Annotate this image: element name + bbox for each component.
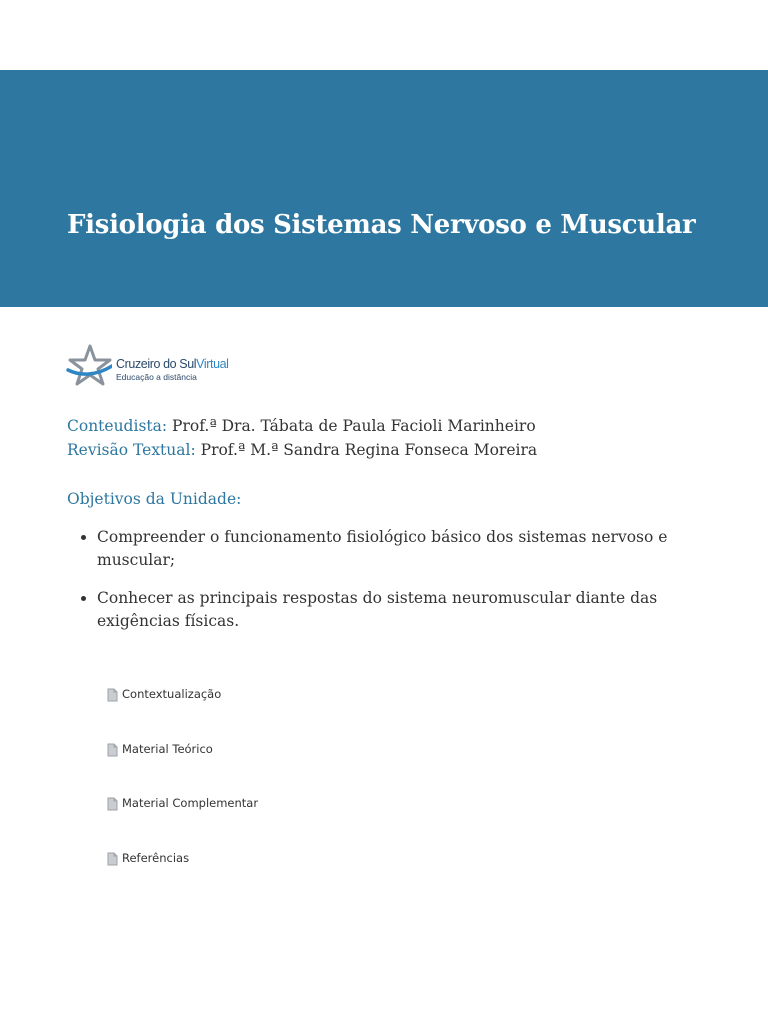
cruzeiro-do-sul-logo (66, 344, 236, 390)
document-icon (107, 851, 118, 865)
unit-link-contextualizacao[interactable] (107, 682, 258, 706)
review-value: Prof.ª M.ª Sandra Regina Fonseca Moreira (200, 441, 538, 459)
credits-block (67, 414, 537, 462)
review-label: Revisão Textual: (67, 441, 196, 459)
star-logo-icon (66, 344, 112, 390)
unit-link-label: Referências (122, 850, 190, 865)
objective-item: • Compreender o funcionamento fisiológico básico dos sistemas nervoso e muscular; (97, 526, 707, 572)
title-banner (0, 70, 768, 307)
unit-link-label: Material Teórico (122, 741, 213, 756)
objective-item: • Conhecer as principais respostas do sistema neuromuscular diante das exigências físicas. (97, 587, 707, 633)
author-label: Conteudista: (67, 417, 168, 435)
unit-link-referencias[interactable] (107, 846, 258, 870)
objectives-list (67, 526, 707, 648)
author-line (67, 414, 537, 438)
review-line (67, 438, 537, 462)
unit-link-label: Contextualização (122, 687, 222, 701)
document-icon (107, 687, 118, 701)
objectives-heading: Objetivos da Unidade: (67, 490, 242, 508)
document-icon (107, 742, 118, 756)
unit-link-material-complementar[interactable] (107, 791, 258, 815)
unit-link-label: Material Complementar (122, 796, 259, 810)
logo-tagline: Educação a distância (116, 372, 197, 382)
page-title: Fisiologia dos Sistemas Nervoso e Muscular (67, 210, 696, 240)
unit-links (107, 682, 258, 900)
unit-link-material-teorico[interactable] (107, 737, 258, 761)
document-icon (107, 796, 118, 810)
author-value: Prof.ª Dra. Tábata de Paula Facioli Marinheiro (172, 417, 536, 435)
logo-brand-text: Cruzeiro do SulVirtual (116, 357, 229, 371)
